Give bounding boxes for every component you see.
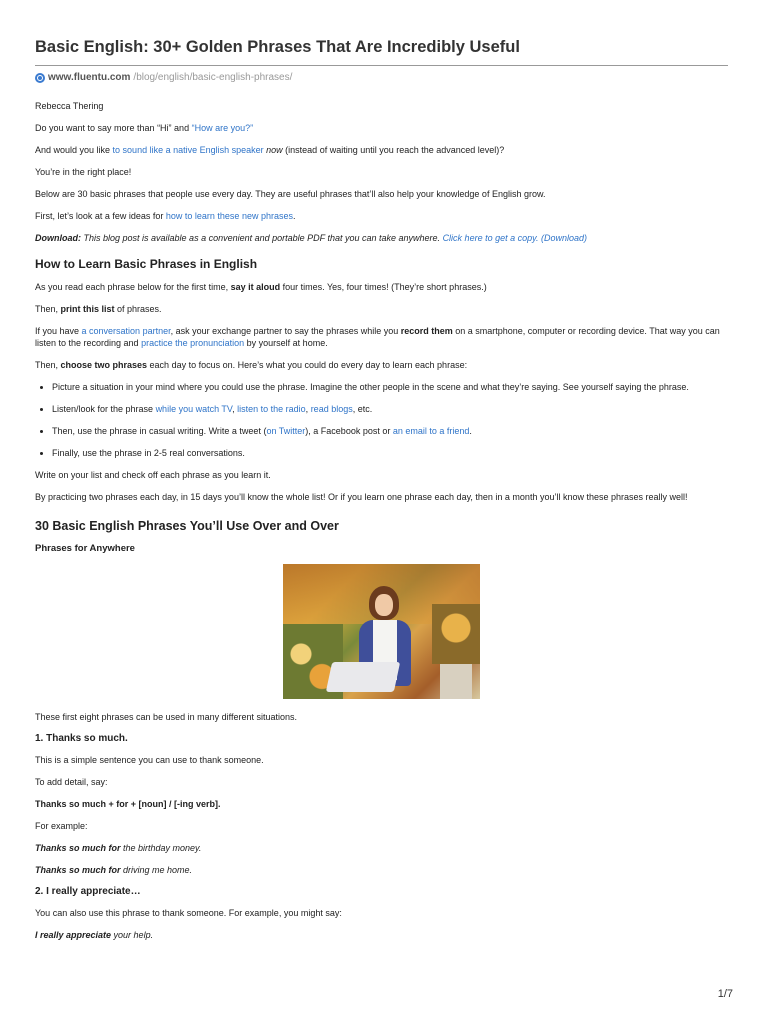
native-speaker-link[interactable]: to sound like a native English speaker bbox=[112, 145, 264, 155]
learn-practice: By practicing two phrases each day, in 15 days you’ll know the whole list! Or if you learn one phrase each day, then in a month you’ll know these phrases really well! bbox=[35, 492, 688, 502]
blogs-link[interactable]: read blogs bbox=[310, 404, 353, 414]
phrase-heading-1: 1. Thanks so much. bbox=[35, 733, 128, 744]
phrase1-example-label: For example: bbox=[35, 821, 88, 831]
list-item: • Picture a situation in your mind where you could use the phrase. Imagine the other people in the scene and what they’re saying. See yourself saying the phrase. bbox=[52, 381, 730, 393]
download-link[interactable]: Click here to get a copy. (Download) bbox=[442, 233, 587, 243]
author: Rebecca Thering bbox=[35, 101, 104, 111]
list-item: • Finally, use the phrase in 2-5 real conversations. bbox=[52, 447, 730, 459]
pronunciation-link[interactable]: practice the pronunciation bbox=[141, 338, 245, 348]
phrase1-desc: This is a simple sentence you can use to thank someone. bbox=[35, 755, 264, 765]
section-heading-30-phrases: 30 Basic English Phrases You’ll Use Over and Over bbox=[35, 519, 339, 533]
learn-print: Then, print this list of phrases. bbox=[35, 304, 162, 314]
section-heading-learn: How to Learn Basic Phrases in English bbox=[35, 257, 258, 271]
phrase1-example1: Thanks so much for the birthday money. bbox=[35, 843, 202, 853]
learn-checkoff: Write on your list and check off each phrase as you learn it. bbox=[35, 470, 271, 480]
intro-native: And would you like to sound like a native English speaker now (instead of waiting until you reach the advanced level)? bbox=[35, 145, 505, 155]
phrase-heading-2: 2. I really appreciate… bbox=[35, 886, 141, 897]
learn-phrases-link[interactable]: how to learn these new phrases bbox=[165, 211, 293, 221]
conversation-partner-link[interactable]: a conversation partner bbox=[81, 326, 171, 336]
watch-tv-link[interactable]: while you watch TV bbox=[155, 404, 233, 414]
source-domain[interactable]: www.fluentu.com bbox=[48, 72, 131, 83]
intro-right-place: You’re in the right place! bbox=[35, 167, 132, 177]
title-divider bbox=[35, 65, 728, 66]
learn-partner: If you have a conversation partner, ask your exchange partner to say the phrases while you record them on a smartphone, computer or recording device. That way you can listen to the recording and practice the pronunciation by yourself at home. bbox=[35, 326, 720, 348]
source-path[interactable]: /blog/english/basic-english-phrases/ bbox=[133, 72, 293, 83]
intro-first: First, let’s look at a few ideas for how to learn these new phrases. bbox=[35, 211, 296, 221]
phrase2-example1: I really appreciate your help. bbox=[35, 930, 154, 940]
subheading-anywhere: Phrases for Anywhere bbox=[35, 543, 135, 554]
list-item: • Then, use the phrase in casual writing. Write a tweet (on Twitter), a Facebook post or an email to a friend. bbox=[52, 425, 730, 437]
email-friend-link[interactable]: an email to a friend bbox=[392, 426, 470, 436]
learning-steps-list bbox=[35, 381, 730, 459]
radio-link[interactable]: listen to the radio bbox=[237, 404, 306, 414]
download-note: Download: This blog post is available as a convenient and portable PDF that you can take anywhere. Click here to get a copy. (Download) bbox=[35, 233, 587, 243]
woman-laptop-photo bbox=[283, 564, 480, 699]
learn-choose: Then, choose two phrases each day to focus on. Here’s what you could do every day to learn each phrase: bbox=[35, 360, 468, 370]
intro-question: Do you want to say more than “Hi” and “How are you?” bbox=[35, 123, 254, 133]
eight-phrases-intro: These first eight phrases can be used in many different situations. bbox=[35, 712, 297, 722]
phrase2-desc: You can also use this phrase to thank someone. For example, you might say: bbox=[35, 908, 342, 918]
globe-icon bbox=[35, 73, 45, 83]
list-item: • Listen/look for the phrase while you watch TV, listen to the radio, read blogs, etc. bbox=[52, 403, 730, 415]
phrase1-formula: Thanks so much + for + [noun] / [-ing verb]. bbox=[35, 799, 221, 809]
source-line bbox=[35, 72, 730, 83]
learn-say-aloud: As you read each phrase below for the first time, say it aloud four times. Yes, four times! (They’re short phrases.) bbox=[35, 282, 487, 292]
twitter-link[interactable]: on Twitter bbox=[266, 426, 306, 436]
phrase1-detail: To add detail, say: bbox=[35, 777, 108, 787]
phrase1-example2: Thanks so much for driving me home. bbox=[35, 865, 193, 875]
page-title: Basic English: 30+ Golden Phrases That Are Incredibly Useful bbox=[35, 38, 520, 56]
page-number: 1/7 bbox=[717, 988, 733, 1000]
article bbox=[35, 38, 730, 951]
intro-below: Below are 30 basic phrases that people use every day. They are useful phrases that’ll also help your knowledge of English grow. bbox=[35, 189, 546, 199]
how-are-you-link[interactable]: “How are you?” bbox=[191, 123, 254, 133]
